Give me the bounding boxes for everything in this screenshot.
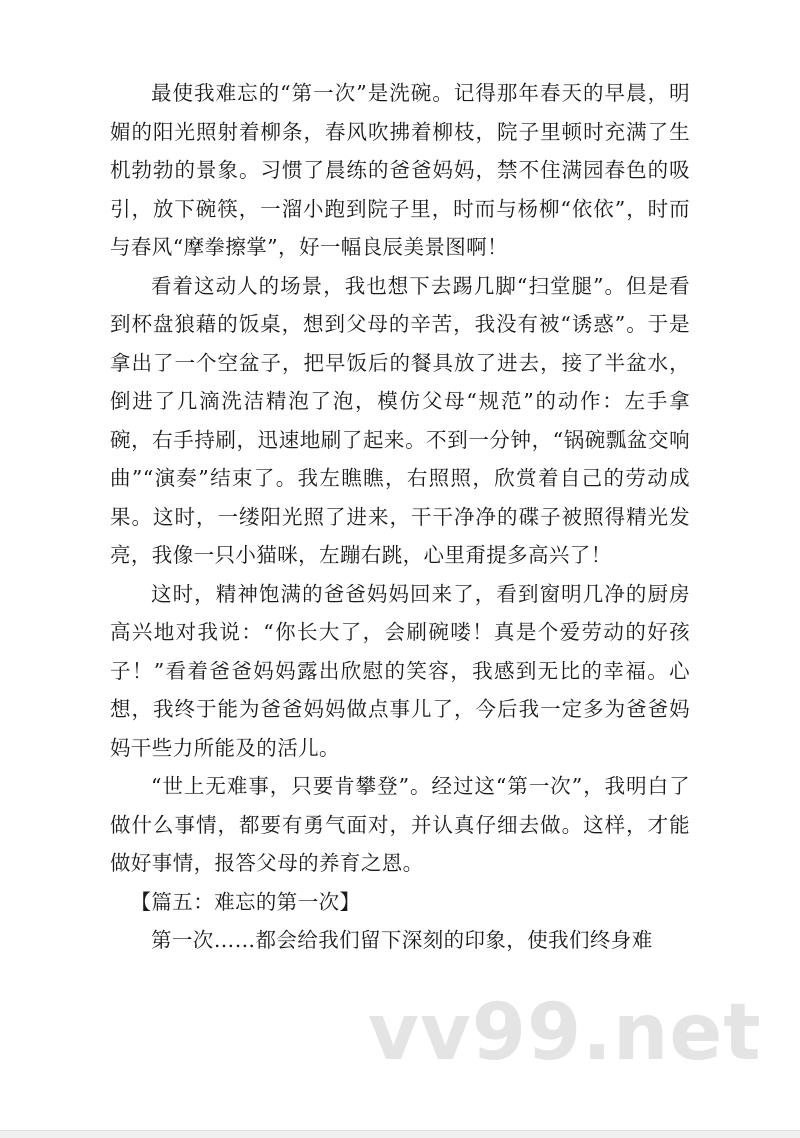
paragraph-2: 看着这动人的场景，我也想下去踢几脚“扫堂腿”。但是看到杯盘狼藉的饭桌，想到父母的辛苦，我没有被“诱惑”。于是拿出了一个空盆子，把早饭后的餐具放了进去，接了半盆水，倒进了几滴洗洁精泡了泡，模仿父母“规范”的动作：左手拿碗，右手持刷，迅速地刷了起来。不到一分钟，“锅碗瓢盆交响曲”“演奏”结束了。我左瞧瞧，右照照，欣赏着自己的劳动成果。这时，一缕阳光照了进来，干干净净的碟子被照得精光发亮，我像一只小猫咪，左蹦右跳，心里甭提多高兴了！ [110, 273, 690, 567]
document-body [110, 74, 690, 960]
paragraph-5: 第一次……都会给我们留下深刻的印象，使我们终身难 [151, 928, 653, 952]
section-heading: 【篇五：难忘的第一次】 [130, 889, 361, 914]
paragraph-4: “世上无难事，只要肯攀登”。经过这“第一次”，我明白了做什么事情，都要有勇气面对，并认真仔细去做。这样，才能做好事情，报答父母的养育之恩。 [110, 774, 690, 875]
paragraph-3: 这时，精神饱满的爸爸妈妈回来了，看到窗明几净的厨房高兴地对我说：“你长大了，会刷碗喽！真是个爱劳动的好孩子！”看着爸爸妈妈露出欣慰的笑容，我感到无比的幸福。心想，我终于能为爸爸妈妈做点事儿了，今后我一定多为爸爸妈妈干些力所能及的活儿。 [110, 581, 690, 760]
watermark-logo: vv99.net [368, 988, 762, 1078]
paragraph-1: 最使我难忘的“第一次”是洗碗。记得那年春天的早晨，明媚的阳光照射着柳条，春风吹拂着柳枝，院子里顿时充满了生机勃勃的景象。习惯了晨练的爸爸妈妈，禁不住满园春色的吸引，放下碗筷，一溜小跑到院子里，时而与杨柳“依依”，时而与春风“摩拳擦掌”，好一幅良辰美景图啊！ [110, 81, 690, 259]
